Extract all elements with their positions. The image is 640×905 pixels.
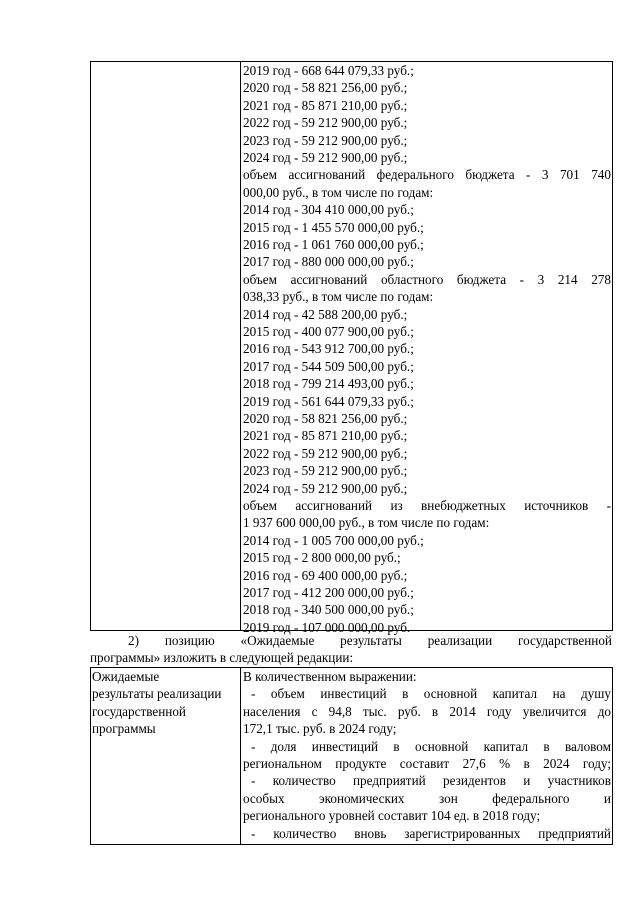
funding-line: 2015 год - 1 455 570 000,00 руб.;: [243, 219, 424, 235]
funding-line: 2015 год - 400 077 900,00 руб.;: [243, 324, 414, 339]
expected-result-line: регионального уровней составит 104 ед. в 2018 году;: [243, 808, 541, 824]
indicator-label-line: Ожидаемые: [92, 669, 160, 684]
funding-line: объем ассигнований из внебюджетных источников -: [243, 498, 611, 513]
funding-line: 2023 год - 59 212 900,00 руб.;: [243, 463, 408, 479]
funding-line: 2019 год - 561 644 079,33 руб.;: [243, 393, 414, 409]
funding-line: 2022 год - 59 212 900,00 руб.;: [243, 445, 408, 461]
paragraph-line-1: 2) позицию «Ожидаемые результаты реализации государственной: [128, 633, 612, 648]
funding-line: объем ассигнований федерального бюджета - 3 701 740: [243, 167, 611, 183]
paragraph-line-2: программы» изложить в следующей редакции:: [90, 650, 354, 665]
funding-line: 2014 год - 304 410 000,00 руб.;: [243, 202, 414, 218]
expected-result-line: - количество предприятий резидентов и участников: [251, 773, 611, 789]
funding-line: 2020 год - 58 821 256,00 руб.;: [243, 411, 408, 426]
funding-line: 000,00 руб., в том числе по годам:: [243, 184, 434, 200]
funding-line: 2017 год - 544 509 500,00 руб.;: [243, 358, 414, 374]
funding-line: 2019 год - 107 000 000,00 руб.: [243, 619, 411, 635]
expected-result-line: В количественном выражении:: [243, 669, 417, 684]
indicator-label-line: результаты реализации: [92, 686, 222, 702]
column-divider: [240, 668, 241, 844]
funding-line: 2019 год - 668 644 079,33 руб.;: [243, 63, 414, 78]
funding-line: 2018 год - 340 500 000,00 руб.;: [243, 602, 414, 618]
funding-line: 2024 год - 59 212 900,00 руб.;: [243, 480, 408, 496]
funding-line: 2016 год - 1 061 760 000,00 руб.;: [243, 237, 424, 252]
funding-line: 2016 год - 69 400 000,00 руб.;: [243, 567, 408, 583]
indicator-label-line: государственной: [92, 703, 186, 719]
expected-result-line: региональном продукте составит 27,6 % в 2024 году;: [243, 756, 611, 771]
funding-line: 2023 год - 59 212 900,00 руб.;: [243, 132, 408, 148]
expected-result-line: - доля инвестиций в основной капитал в валовом: [251, 738, 611, 754]
funding-line: 2014 год - 1 005 700 000,00 руб.;: [243, 532, 424, 548]
funding-line: 2014 год - 42 588 200,00 руб.;: [243, 306, 408, 322]
funding-line: 2022 год - 59 212 900,00 руб.;: [243, 115, 408, 131]
expected-result-line: населения с 94,8 тыс. руб. в 2014 году увеличится до: [243, 703, 611, 719]
funding-line: 2024 год - 59 212 900,00 руб.;: [243, 150, 408, 165]
funding-line: 2020 год - 58 821 256,00 руб.;: [243, 80, 408, 96]
indicator-label-line: программы: [92, 721, 156, 737]
funding-line: 2017 год - 880 000 000,00 руб.;: [243, 254, 414, 270]
funding-line: 1 937 600 000,00 руб., в том числе по годам:: [243, 515, 490, 531]
expected-result-line: особых экономических зон федерального и: [243, 790, 611, 806]
funding-line: 2015 год - 2 800 000,00 руб.;: [243, 550, 401, 566]
funding-line: 2021 год - 85 871 210,00 руб.;: [243, 428, 408, 444]
funding-line: 2016 год - 543 912 700,00 руб.;: [243, 341, 414, 357]
column-divider: [240, 62, 241, 630]
funding-line: 2021 год - 85 871 210,00 руб.;: [243, 97, 408, 113]
expected-result-line: - количество вновь зарегистрированных предприятий: [251, 825, 611, 841]
funding-line: 2018 год - 799 214 493,00 руб.;: [243, 376, 414, 392]
expected-result-line: - объем инвестиций в основной капитал на душу: [251, 686, 611, 702]
expected-result-line: 172,1 тыс. руб. в 2024 году;: [243, 721, 397, 737]
funding-line: 2017 год - 412 200 000,00 руб.;: [243, 585, 414, 600]
funding-line: объем ассигнований областного бюджета - 3 214 278: [243, 271, 611, 287]
funding-line: 038,33 руб., в том числе по годам:: [243, 289, 434, 305]
